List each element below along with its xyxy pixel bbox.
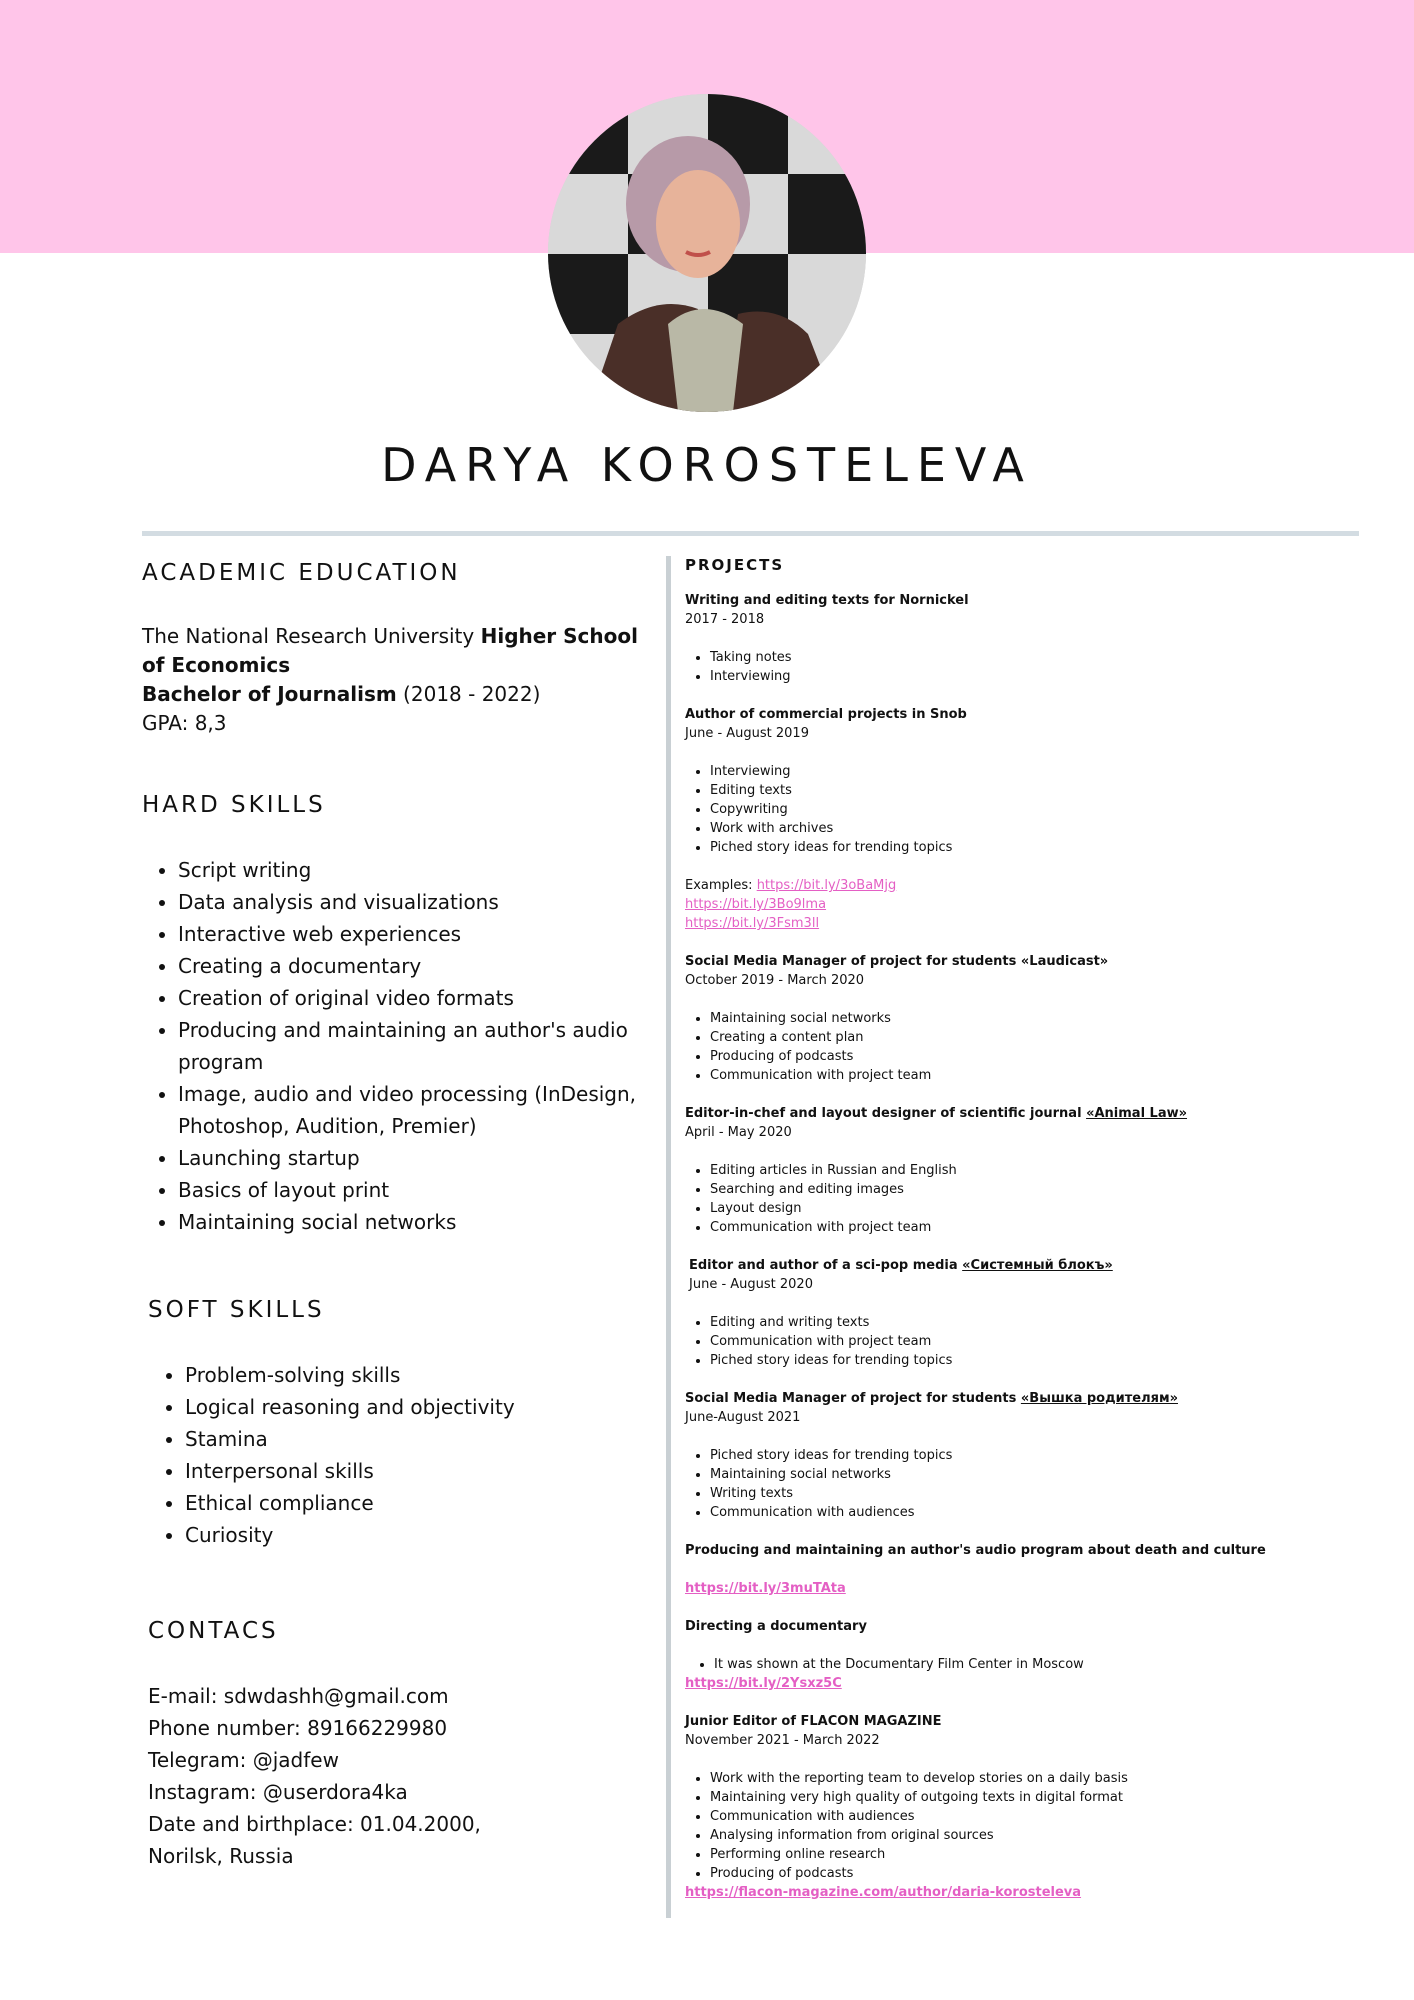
list-item: • Analysing information from original sources	[710, 1826, 1365, 1845]
list-item: • Communication with project team	[710, 1218, 1365, 1237]
list-item: • Layout design	[710, 1199, 1365, 1218]
list-item: • Communication with audiences	[710, 1503, 1365, 1522]
list-item: • Image, audio and video processing (InDesign, Photoshop, Audition, Premier)	[178, 1078, 668, 1142]
project-duties	[689, 1313, 1365, 1370]
project-duties	[685, 1009, 1365, 1085]
project-dates: April - May 2020	[685, 1125, 792, 1140]
project-title: Social Media Manager of project for students «Laudicast»	[685, 954, 1109, 969]
project-title: Writing and editing texts for Nornickel	[685, 593, 969, 608]
list-item: • Creating a documentary	[178, 950, 668, 982]
list-item: • Maintaining social networks	[710, 1465, 1365, 1484]
project-title: Author of commercial projects in Snob	[685, 707, 967, 722]
example-link[interactable]: https://bit.ly/3Bo9lma	[685, 897, 827, 912]
audio-program-link[interactable]: https://bit.ly/3muTAta	[685, 1581, 846, 1596]
list-item: • Editing articles in Russian and English	[710, 1161, 1365, 1180]
list-item: • Communication with audiences	[710, 1807, 1365, 1826]
header-divider	[142, 531, 1359, 536]
project-title: Junior Editor of FLACON MAGAZINE	[685, 1714, 942, 1729]
hard-skills-heading: HARD SKILLS	[142, 792, 326, 818]
project-flacon	[685, 1712, 1365, 1902]
university-name-bold: Higher School of Economics	[142, 624, 638, 677]
list-item: • Maintaining very high quality of outgoing texts in digital format	[710, 1788, 1365, 1807]
example-link[interactable]: https://bit.ly/3oBaMjg	[756, 878, 897, 893]
education-block	[142, 622, 642, 738]
list-item: • Copywriting	[710, 800, 1365, 819]
email[interactable]: E-mail: sdwdashh@gmail.com	[148, 1684, 449, 1708]
list-item: • Creating a content plan	[710, 1028, 1365, 1047]
project-sci-pop	[685, 1256, 1365, 1370]
list-item: • Producing of podcasts	[710, 1047, 1365, 1066]
project-snob	[685, 705, 1365, 933]
list-item: • Work with archives	[710, 819, 1365, 838]
list-item: • Maintaining social networks	[710, 1009, 1365, 1028]
project-title-text: Social Media Manager of project for students	[685, 1391, 1021, 1406]
project-duties	[685, 1769, 1365, 1883]
list-item: • Interviewing	[710, 667, 1365, 686]
birth-date-place: Date and birthplace: 01.04.2000,	[148, 1812, 481, 1836]
project-dates: June - August 2019	[685, 726, 809, 741]
project-nornickel	[685, 591, 1365, 686]
soft-skills-heading: SOFT SKILLS	[148, 1297, 325, 1323]
project-duties	[685, 1161, 1365, 1237]
list-item: • Producing and maintaining an author's audio program	[178, 1014, 668, 1078]
project-vyshka	[685, 1389, 1365, 1522]
list-item: • Editing texts	[710, 781, 1365, 800]
project-documentary	[685, 1617, 1365, 1693]
list-item: • Interviewing	[710, 762, 1365, 781]
list-item: • Curiosity	[185, 1519, 665, 1551]
project-title	[685, 1389, 1365, 1408]
list-item: • Taking notes	[710, 648, 1365, 667]
list-item: • It was shown at the Documentary Film Center in Moscow	[714, 1655, 1365, 1674]
list-item: • Creation of original video formats	[178, 982, 668, 1014]
hard-skills-list	[142, 854, 668, 1238]
contacts-heading: CONTACS	[148, 1618, 279, 1644]
flacon-author-link[interactable]: https://flacon-magazine.com/author/daria-korosteleva	[685, 1885, 1082, 1900]
profile-photo	[548, 94, 866, 412]
list-item: • Communication with project team	[710, 1066, 1365, 1085]
projects-column	[685, 556, 1365, 1921]
project-title-text: Editor-in-chef and layout designer of scientific journal	[685, 1106, 1087, 1121]
list-item: • Logical reasoning and objectivity	[185, 1391, 665, 1423]
list-item: • Piched story ideas for trending topics	[710, 1446, 1365, 1465]
list-item: • Editing and writing texts	[710, 1313, 1365, 1332]
telegram-handle[interactable]: Telegram: @jadfew	[148, 1748, 339, 1772]
project-title: Directing a documentary	[685, 1619, 867, 1634]
project-animal-law	[685, 1104, 1365, 1237]
list-item: • Communication with project team	[710, 1332, 1365, 1351]
project-duties	[685, 762, 1365, 857]
documentary-link[interactable]: https://bit.ly/2Ysxz5C	[685, 1676, 842, 1691]
candidate-name: DARYA KOROSTELEVA	[381, 438, 1033, 492]
list-item: • Stamina	[185, 1423, 665, 1455]
project-title: Producing and maintaining an author's audio program about death and culture	[685, 1543, 1266, 1558]
project-link[interactable]: «Вышка родителям»	[1020, 1391, 1178, 1406]
project-dates: June-August 2021	[685, 1410, 801, 1425]
project-duties	[685, 1655, 1365, 1674]
list-item: • Maintaining social networks	[178, 1206, 668, 1238]
phone-number[interactable]: Phone number: 89166229980	[148, 1716, 448, 1740]
list-item: • Producing of podcasts	[710, 1864, 1365, 1883]
list-item: • Performing online research	[710, 1845, 1365, 1864]
example-link[interactable]: https://bit.ly/3Fsm3ll	[685, 916, 820, 931]
list-item: • Ethical compliance	[185, 1487, 665, 1519]
instagram-handle[interactable]: Instagram: @userdora4ka	[148, 1780, 408, 1804]
list-item: • Problem-solving skills	[185, 1359, 665, 1391]
project-dates: November 2021 - March 2022	[685, 1733, 880, 1748]
contacts-block	[148, 1680, 628, 1872]
list-item: • Interpersonal skills	[185, 1455, 665, 1487]
list-item: • Piched story ideas for trending topics	[710, 838, 1365, 857]
project-laudicast	[685, 952, 1365, 1085]
list-item: • Searching and editing images	[710, 1180, 1365, 1199]
degree-name: Bachelor of Journalism	[142, 682, 397, 706]
project-audio-program	[685, 1541, 1365, 1598]
project-dates: 2017 - 2018	[685, 612, 765, 627]
list-item: • Writing texts	[710, 1484, 1365, 1503]
list-item: • Interactive web experiences	[178, 918, 668, 950]
media-link[interactable]: «Системный блокъ»	[962, 1258, 1113, 1273]
list-item: • Work with the reporting team to develop stories on a daily basis	[710, 1769, 1365, 1788]
list-item: • Launching startup	[178, 1142, 668, 1174]
list-item: • Script writing	[178, 854, 668, 886]
gpa: GPA: 8,3	[142, 711, 227, 735]
project-duties	[685, 1446, 1365, 1522]
project-title	[689, 1256, 1365, 1275]
list-item: • Data analysis and visualizations	[178, 886, 668, 918]
birth-city: Norilsk, Russia	[148, 1844, 294, 1868]
soft-skills-list	[149, 1359, 665, 1551]
project-title-text: Editor and author of a sci-pop media	[689, 1258, 963, 1273]
project-title	[685, 1104, 1365, 1123]
project-duties	[685, 648, 1365, 686]
examples-label: Examples:	[685, 878, 757, 893]
project-dates: October 2019 - March 2020	[685, 973, 865, 988]
journal-link[interactable]: «Animal Law»	[1086, 1106, 1188, 1121]
degree-years: (2018 - 2022)	[396, 682, 541, 706]
university-name: The National Research University	[142, 624, 481, 648]
projects-heading: PROJECTS	[685, 556, 785, 574]
project-dates: June - August 2020	[689, 1277, 813, 1292]
list-item: • Piched story ideas for trending topics	[710, 1351, 1365, 1370]
list-item: • Basics of layout print	[178, 1174, 668, 1206]
education-heading: ACADEMIC EDUCATION	[142, 560, 461, 586]
